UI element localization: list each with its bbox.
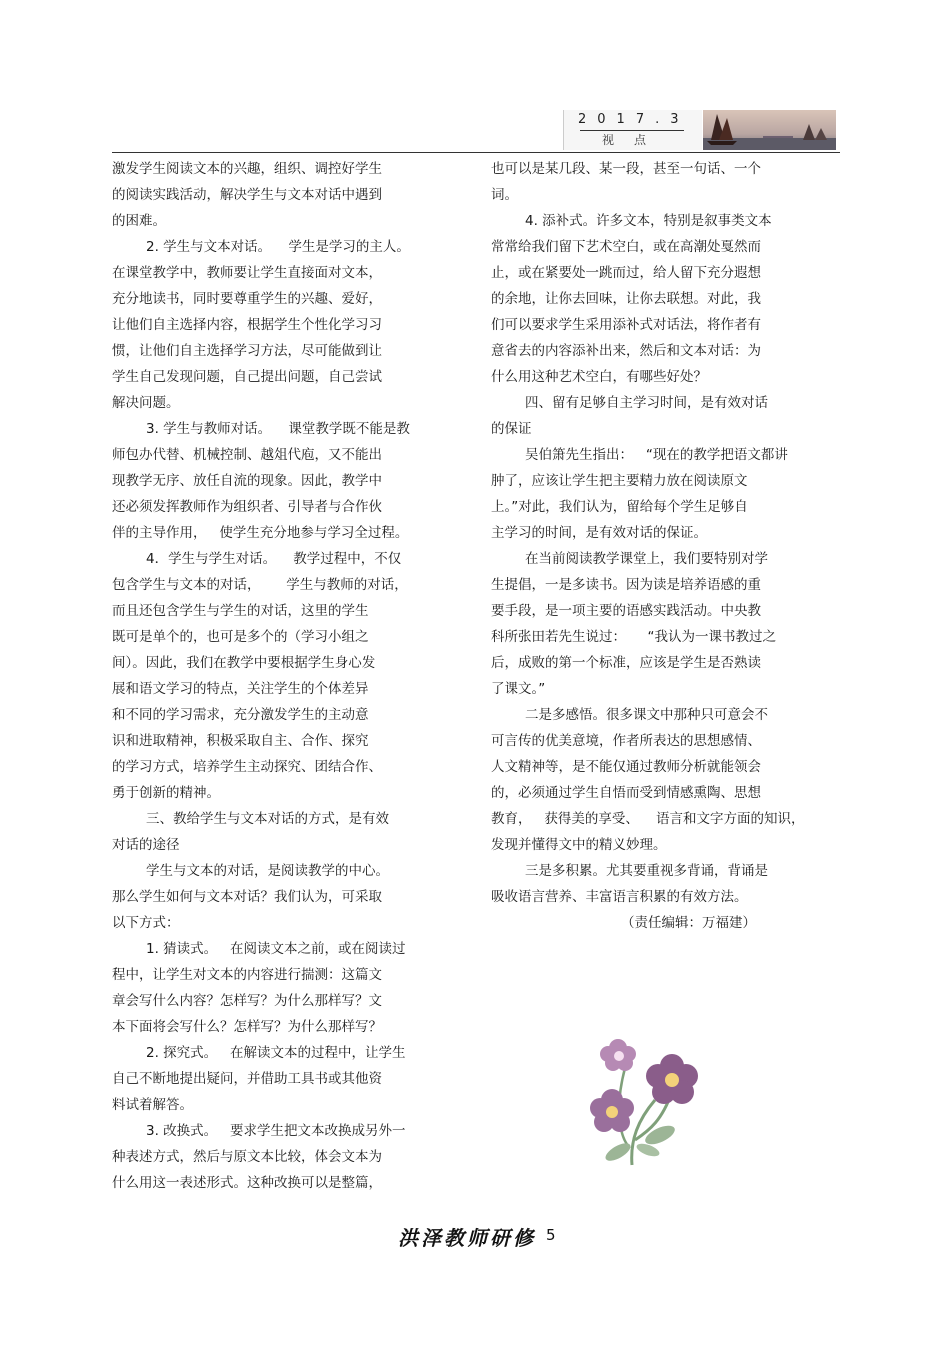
text-line: 也可以是某几段、某一段，甚至一句话、一个 [491, 161, 761, 177]
text-line: 肿了，应该让学生把主要精力放在阅读原文 [491, 473, 748, 489]
text-line: 学生自己发现问题，自己提出问题，自己尝试 [112, 369, 382, 385]
header-date-box [563, 110, 702, 150]
text-line: 1. 猜读式。 在阅读文本之前，或在阅读过 [146, 941, 406, 957]
page-header [563, 110, 838, 152]
text-line: 勇于创新的精神。 [112, 785, 220, 801]
text-line: 那么学生如何与文本对话？我们认为，可采取 [112, 889, 382, 905]
issue-date: 2017.3 [578, 112, 690, 127]
text-line: 后，成败的第一个标准，应该是学生是否熟读 [491, 655, 761, 671]
text-line: 的，必须通过学生自悟而受到情感熏陶、思想 [491, 785, 761, 801]
text-line: 词。 [491, 187, 518, 203]
text-line: 3. 学生与教师对话。 课堂教学既不能是教 [146, 421, 410, 437]
text-line: 四、留有足够自主学习时间，是有效对话 [525, 395, 768, 411]
text-line: 的保证 [491, 421, 532, 437]
flower-illustration [580, 1030, 720, 1170]
text-line: 主学习的时间，是有效对话的保证。 [491, 525, 707, 541]
text-line: 充分地读书，同时要尊重学生的兴趣、爱好， [112, 291, 382, 307]
header-boats-photo [703, 110, 836, 150]
text-line: 种表述方式，然后与原文本比较，体会文本为 [112, 1149, 382, 1165]
text-line: 科所张田若先生说过： “我认为一课书教过之 [491, 629, 776, 645]
text-line: 章会写什么内容？怎样写？为什么那样写？文 [112, 993, 382, 1009]
text-line: 吴伯箫先生指出： “现在的教学把语文都讲 [525, 447, 788, 463]
text-line: 激发学生阅读文本的兴趣，组织、调控好学生 [112, 161, 382, 177]
text-line: 4．学生与学生对话。 教学过程中，不仅 [146, 551, 402, 567]
text-line: 自己不断地提出疑问，并借助工具书或其他资 [112, 1071, 382, 1087]
text-line: 的阅读实践活动，解决学生与文本对话中遇到 [112, 187, 382, 203]
section-label: 视点 [602, 133, 667, 147]
text-line: 对话的途径 [112, 837, 180, 853]
text-line: 的困难。 [112, 213, 166, 229]
text-line: 可言传的优美意境，作者所表达的思想感情、 [491, 733, 761, 749]
text-line: 三是多积累。尤其要重视多背诵，背诵是 [525, 863, 768, 879]
text-line: 生提倡，一是多读书。因为读是培养语感的重 [491, 577, 761, 593]
text-line: 间）。因此，我们在教学中要根据学生身心发 [112, 655, 376, 671]
text-line: 在当前阅读教学课堂上，我们要特别对学 [525, 551, 768, 567]
text-line: 在课堂教学中，教师要让学生直接面对文本， [112, 265, 382, 281]
text-line: 二是多感悟。很多课文中那种只可意会不 [525, 707, 768, 723]
text-line: 伴的主导作用， 使学生充分地参与学习全过程。 [112, 525, 409, 541]
text-line: 既可是单个的，也可是多个的（学习小组之 [112, 629, 369, 645]
text-line: 展和语文学习的特点，关注学生的个体差异 [112, 681, 369, 697]
text-line: 程中，让学生对文本的内容进行揣测：这篇文 [112, 967, 382, 983]
text-line: 人文精神等，是不能仅通过教师分析就能领会 [491, 759, 761, 775]
text-line: 以下方式： [112, 915, 180, 931]
text-line: 什么用这种艺术空白，有哪些好处？ [491, 369, 707, 385]
journal-logo: 洪泽教师研修 [398, 1226, 536, 1250]
text-line: 三、教给学生与文本对话的方式，是有效 [146, 811, 389, 827]
text-line: 料试着解答。 [112, 1097, 193, 1113]
text-line: 要手段，是一项主要的语感实践活动。中央教 [491, 603, 761, 619]
text-line: 止，或在紧要处一跳而过，给人留下充分遐想 [491, 265, 761, 281]
text-line: 了课文。” [491, 681, 546, 697]
text-line: 什么用这一表述形式。这种改换可以是整篇， [112, 1175, 382, 1191]
text-line: 3. 改换式。 要求学生把文本改换成另外一 [146, 1123, 406, 1139]
text-line: 包含学生与文本的对话， 学生与教师的对话， [112, 577, 408, 593]
page-number: 5 [546, 1226, 556, 1244]
text-line: 教育， 获得美的享受、 语言和文字方面的知识， [491, 811, 805, 827]
text-line: 现教学无序、放任自流的现象。因此，教学中 [112, 473, 382, 489]
text-line: 常常给我们留下艺术空白，或在高潮处戛然而 [491, 239, 761, 255]
text-line: 而且还包含学生与学生的对话，这里的学生 [112, 603, 369, 619]
right-column [491, 156, 811, 936]
editor-note: （责任编辑：万福建） [621, 915, 756, 931]
text-line: 2. 学生与文本对话。 学生是学习的主人。 [146, 239, 410, 255]
text-line: 解决问题。 [112, 395, 180, 411]
text-line: 们可以要求学生采用添补式对话法，将作者有 [491, 317, 761, 333]
text-line: 的学习方式，培养学生主动探究、团结合作、 [112, 759, 382, 775]
text-line: 让他们自主选择内容，根据学生个性化学习习 [112, 317, 382, 333]
header-rule [112, 152, 840, 153]
text-line: 2. 探究式。 在解读文本的过程中，让学生 [146, 1045, 406, 1061]
text-line: 还必须发挥教师作为组织者、引导者与合作伙 [112, 499, 382, 515]
text-line: 上。”对此，我们认为，留给每个学生足够自 [491, 499, 748, 515]
text-line: 意省去的内容添补出来，然后和文本对话：为 [491, 343, 761, 359]
text-line: 的余地，让你去回味，让你去联想。对此，我 [491, 291, 761, 307]
text-line: 惯，让他们自主选择学习方法，尽可能做到让 [112, 343, 382, 359]
text-line: 4. 添补式。许多文本，特别是叙事类文本 [525, 213, 772, 229]
left-column [112, 156, 432, 1196]
text-line: 本下面将会写什么？怎样写？为什么那样写？ [112, 1019, 382, 1035]
text-line: 学生与文本的对话，是阅读教学的中心。 [146, 863, 389, 879]
text-line: 和不同的学习需求，充分激发学生的主动意 [112, 707, 369, 723]
text-line: 吸收语言营养、丰富语言积累的有效方法。 [491, 889, 748, 905]
text-line: 识和进取精神，积极采取自主、合作、探究 [112, 733, 369, 749]
text-line: 师包办代替、机械控制、越俎代庖，又不能出 [112, 447, 382, 463]
text-line: 发现并懂得文中的精义妙理。 [491, 837, 667, 853]
